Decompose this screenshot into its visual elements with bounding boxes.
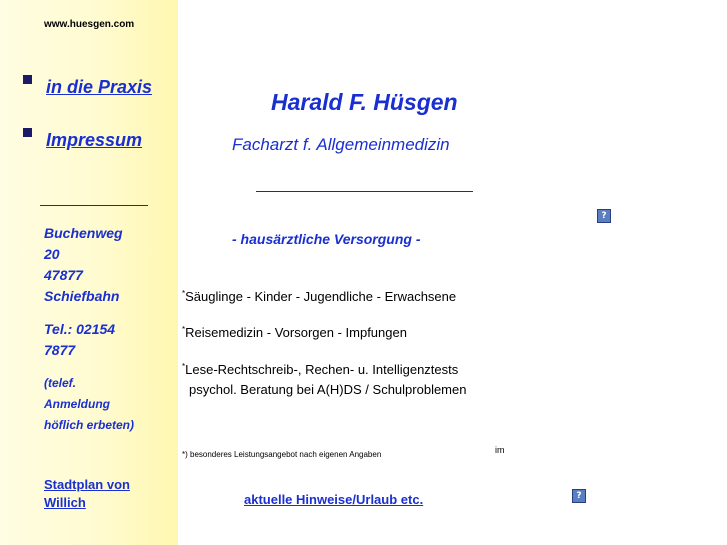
page-subtitle: Facharzt f. Allgemeinmedizin: [232, 135, 450, 154]
page-title: Harald F. Hüsgen: [271, 89, 458, 115]
service-text: Lese-Rechtschreib-, Rechen- u. Intelligenztests: [185, 362, 459, 377]
city-map-link[interactable]: [44, 476, 130, 512]
hints-vacation-link[interactable]: aktuelle Hinweise/Urlaub etc.: [244, 492, 424, 507]
bullet-icon: [23, 75, 32, 84]
site-url: www.huesgen.com: [44, 19, 135, 30]
service-item: [182, 323, 407, 343]
main-divider: [256, 191, 473, 192]
phone-label: Tel.: 02154: [44, 321, 116, 337]
address-street: Buchenweg: [44, 225, 123, 241]
phone-number: 7877: [44, 342, 76, 358]
city-map-link-line2: Willich: [44, 495, 86, 510]
service-text: Säuglinge - Kinder - Jugendliche - Erwachsene: [185, 289, 457, 304]
appointment-note: [44, 373, 134, 436]
service-item: [182, 360, 466, 400]
sidebar-divider: [40, 205, 148, 206]
service-text: psychol. Beratung bei A(H)DS / Schulproblemen: [189, 382, 467, 397]
nav-link-praxis[interactable]: in die Praxis: [46, 77, 153, 97]
footnote-marker: *: [182, 325, 186, 334]
nav-link-impressum[interactable]: Impressum: [46, 130, 143, 150]
bullet-icon: [23, 128, 32, 137]
note-line: höflich erbeten): [44, 418, 135, 432]
address-zip: 47877: [44, 267, 83, 283]
footnote-marker: *: [182, 362, 186, 371]
help-icon[interactable]: ?: [597, 209, 611, 223]
service-item: [182, 287, 456, 307]
footnote: *) besonderes Leistungsangebot nach eigenen Angaben: [182, 450, 382, 459]
note-line: (telef.: [44, 376, 77, 390]
im-text: im: [495, 445, 505, 455]
footnote-marker: *: [182, 289, 186, 298]
city-map-link-line1: Stadtplan von: [44, 477, 130, 492]
address-number: 20: [44, 246, 60, 262]
help-icon[interactable]: ?: [572, 489, 586, 503]
care-heading: - hausärztliche Versorgung -: [232, 231, 421, 247]
note-line: Anmeldung: [44, 397, 110, 411]
address-city: Schiefbahn: [44, 288, 120, 304]
service-text: Reisemedizin - Vorsorgen - Impfungen: [185, 325, 407, 340]
